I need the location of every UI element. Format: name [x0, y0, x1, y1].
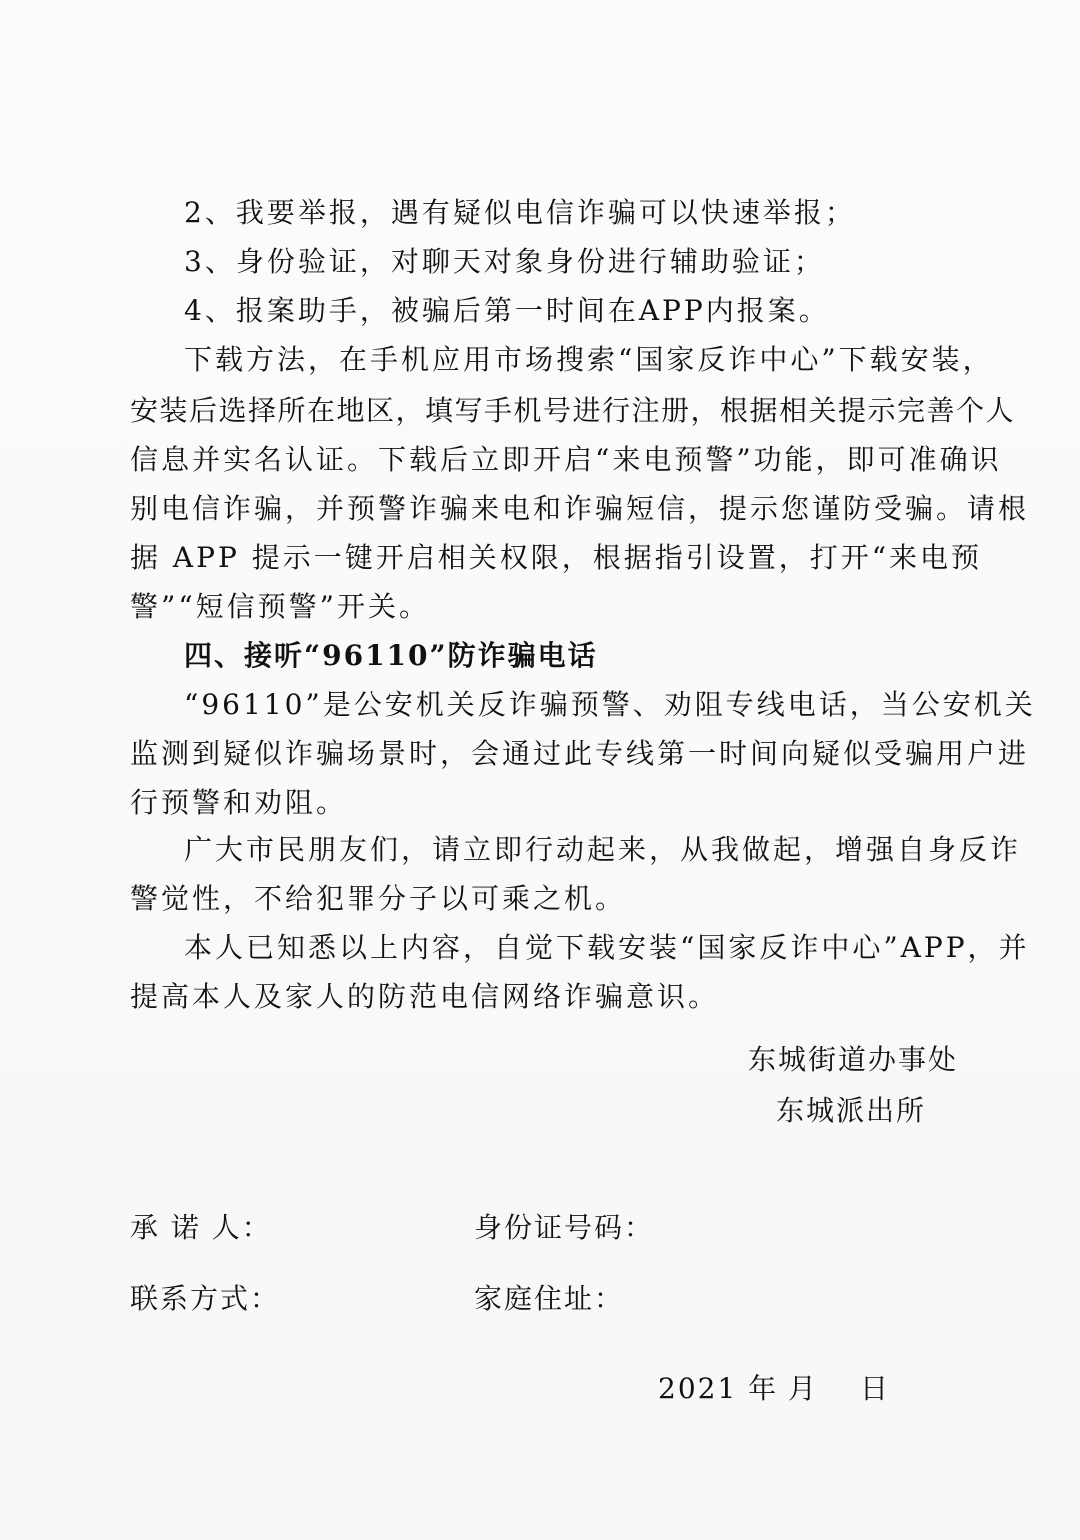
closing-paragraph-line-1: 广大市民朋友们，请立即行动起来，从我做起，增强自身反诈 — [184, 833, 1022, 866]
list-item-identity-verification: 3、身份验证，对聊天对象身份进行辅助验证； — [184, 245, 825, 278]
signature-street-office: 东城街道办事处 — [748, 1043, 959, 1076]
acknowledgement-paragraph-line-1: 本人已知悉以上内容，自觉下载安装“国家反诈中心”APP，并 — [184, 931, 1030, 964]
address-label: 家庭住址： — [474, 1282, 625, 1315]
list-item-report: 2、我要举报，遇有疑似电信诈骗可以快速举报； — [184, 196, 856, 229]
acknowledgement-paragraph-line-2: 提高本人及家人的防范电信网络诈骗意识。 — [130, 980, 720, 1013]
section-heading-96110: 四、接听“96110”防诈骗电话 — [184, 639, 598, 672]
promisor-label: 承 诺 人： — [130, 1211, 272, 1244]
date-year: 2021 年 — [658, 1372, 779, 1405]
signature-police-station: 东城派出所 — [776, 1094, 927, 1127]
download-paragraph-line-5: 据 APP 提示一键开启相关权限，根据指引设置，打开“来电预 — [130, 541, 983, 574]
download-paragraph-line-1: 下载方法，在手机应用市场搜索“国家反诈中心”下载安装， — [184, 343, 994, 376]
download-paragraph-line-2: 安装后选择所在地区，填写手机号进行注册，根据相关提示完善个人 — [130, 394, 1016, 427]
list-item-report-assistant: 4、报案助手，被骗后第一时间在APP内报案。 — [184, 294, 830, 327]
download-paragraph-line-4: 别电信诈骗，并预警诈骗来电和诈骗短信，提示您谨防受骗。请根 — [130, 492, 1030, 525]
section-paragraph-line-1: “96110”是公安机关反诈骗预警、劝阻专线电话，当公安机关 — [184, 688, 1036, 721]
date-month: 月 — [788, 1372, 819, 1405]
download-paragraph-line-6: 警”“短信预警”开关。 — [130, 590, 430, 623]
section-paragraph-line-2: 监测到疑似诈骗场景时，会通过此专线第一时间向疑似受骗用户进 — [130, 737, 1030, 770]
closing-paragraph-line-2: 警觉性，不给犯罪分子以可乘之机。 — [130, 882, 627, 915]
section-paragraph-line-3: 行预警和劝阻。 — [130, 786, 348, 819]
id-number-label: 身份证号码： — [474, 1211, 655, 1244]
date-day: 日 — [860, 1372, 891, 1405]
download-paragraph-line-3: 信息并实名认证。下载后立即开启“来电预警”功能，即可准确识 — [130, 443, 1002, 476]
contact-label: 联系方式： — [130, 1282, 281, 1315]
